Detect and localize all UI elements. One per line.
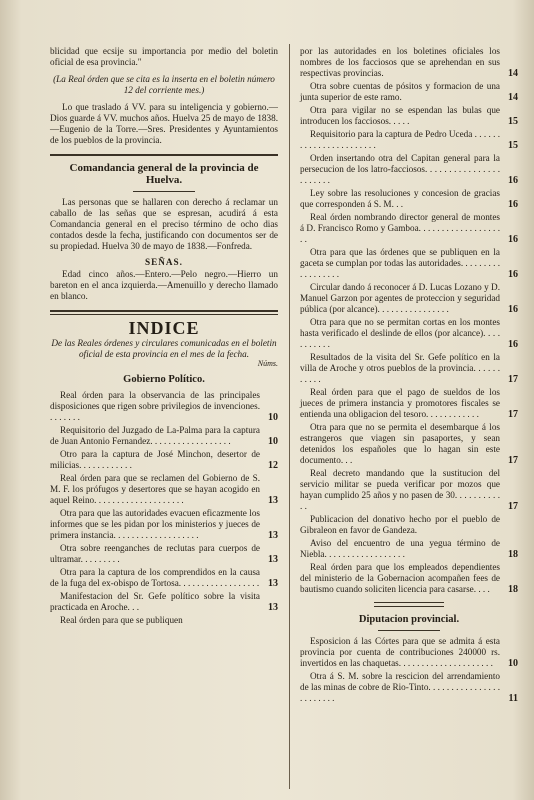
index-entry: Otra sobre reenganches de reclutas para cuerpos de ultramar. . . . . . . . . 13 [50, 543, 278, 565]
index-entry: Otra para que las órdenes que se publiquen en la gaceta se cumplan por todas las autoridades. . . . . . . . . . . . . . . . . . 16 [300, 247, 518, 280]
right-column [300, 46, 518, 706]
index-entry: Esposicion á las Córtes para que se admita á esta provincia por cuenta de contribuciones 240000 rs. invertidos en las chaquetas. . . . . . . . . . . . . . . . . . . . . 10 [300, 636, 518, 669]
index-entry: Ley sobre las resoluciones y concesion de gracias que corresponden á S. M. . . 16 [300, 188, 518, 210]
short-rule [378, 630, 440, 631]
index-entry: Real órden para que se publiquen [60, 615, 183, 625]
diputacion-title: Diputacion provincial. [358, 614, 460, 625]
index-entry: Circular dando á reconocer á D. Lucas Lozano y D. Manuel Garzon por agentes de proteccion y seguridad pública (por alcance). . . . . . . . . . . . . . . . 16 [300, 282, 518, 315]
index-entry: Otra para la captura de los comprendidos en la causa de la fuga del ex-obispo de Tortosa. . . . . . . . . . . . . . . . . . 13 [50, 567, 278, 589]
column-divider [289, 44, 290, 789]
senas-heading: SEÑAS. [145, 257, 183, 267]
senas-text: Edad cinco años.—Entero.—Pelo negro.—Hierro un bareton en el anca izquierda.—Amenuillo y derecho llamado en blanco. [50, 269, 278, 301]
note-italic: (La Real órden que se cita es la inserta en el boletin número 12 del corriente mes.) [53, 74, 275, 95]
gobierno-title: Gobierno Político. [123, 374, 205, 385]
traslado-text: Lo que traslado á VV. para su inteligencia y gobierno.—Dios guarde á VV. muchos años. Huelva 25 de mayo de 1838.—Eugenio de la Torre.—Sres. Presidentes y Ayuntamientos de los pueblos de la provincia. [50, 102, 278, 145]
section-rule [50, 154, 278, 156]
index-entry: Otra para que no se permitan cortas en los montes hasta verificado el deslinde de ellos (por alcance). . . . . . . . . . . 16 [300, 317, 518, 350]
index-entry: Real decreto mandando que la sustitucion del servicio militar se pueda verificar por mozos que hayan cumplido 25 años y no pasen de 30. . . . . . . . . . . . 17 [300, 468, 518, 512]
index-entry: Requisitorio del Juzgado de La-Palma para la captura de Juan Antonio Fernandez. . . . . . . . . . . . . . . . . . 10 [50, 425, 278, 447]
index-entry: Otra para vigilar no se espendan las bulas que introducen los facciosos. . . . . 15 [300, 105, 518, 127]
index-entry: Otro para la captura de José Minchon, desertor de milicias. . . . . . . . . . . . 12 [50, 449, 278, 471]
double-rule [50, 310, 278, 315]
index-entry: Real órden para que se reclamen del Gobierno de S. M. F. los prófugos y desertores que se hayan acogido en aquel Reino. . . . . . . . . . . . . . . . . . . . 13 [50, 473, 278, 506]
short-rule [133, 191, 195, 192]
index-entry: Real órden para que los empleados dependientes del ministerio de la Gobernacion acompañen fees de bautismo cuando soliciten licencia para casarse. . . . 18 [300, 562, 518, 595]
index-entry: Otra á S. M. sobre la rescicion del arrendamiento de las minas de cobre de Rio-Tinto. . . . . . . . . . . . . . . . . . . . . . . . 11 [300, 671, 518, 704]
comandancia-title: Comandancia general de la provincia de Huelva. [69, 162, 259, 186]
index-entry: Otra para que las autoridades evacuen eficazmente los informes que se les pidan por los ministerios y jueces de primera instancia. . . . . . . . . . . . . . . . . . . 13 [50, 508, 278, 541]
ornament-rule [374, 602, 444, 607]
left-column [50, 46, 278, 628]
index-entry: Requisitorio para la captura de Pedro Uceda . . . . . . . . . . . . . . . . . . . . . . . 15 [300, 129, 518, 151]
nums-label: Núms. [257, 359, 278, 368]
index-entry: Aviso del encuentro de una yegua término de Niebla. . . . . . . . . . . . . . . . . . 18 [300, 538, 518, 560]
index-entry: Real órden nombrando director general de montes á D. Francisco Romo y Gamboa. . . . . . . . . . . . . . . . . . . . 16 [300, 212, 518, 245]
intro-text: blicidad que ecsije su importancia por medio del boletin oficial de esa provincia." [50, 46, 278, 67]
indice-subtitle: De las Reales órdenes y circulares comunicadas en el boletin oficial de esta provincia en el mes de la fecha. [51, 338, 277, 359]
indice-title: INDICE [128, 318, 200, 338]
index-entry: Otra para que no se permita el desembarque á los estrangeros que viagen sin pasaportes, y sean detenidos los españoles que lo hagan sin este documento. . . 17 [300, 422, 518, 466]
index-entry: por las autoridades en los boletines oficiales los nombres de los facciosos que se aprehendan en sus respectivas provincias. 14 [300, 46, 518, 79]
index-entry: Real órden para la observancia de las principales disposiciones que rigen sobre privilegios de invenciones. . . . . . . . 10 [50, 390, 278, 423]
index-entry: Orden insertando otra del Capitan general para la persecucion de los latro-facciosos. . . . . . . . . . . . . . . . . . . . . . . 16 [300, 153, 518, 186]
index-entry: Manifestacion del Sr. Gefe político sobre la visita practicada en Aroche. . . 13 [50, 591, 278, 613]
index-entry: Otra sobre cuentas de pósitos y formacion de una junta superior de este ramo. 14 [300, 81, 518, 103]
index-entry: Publicacion del donativo hecho por el pueblo de Gibraleon en favor de Gandeza. [300, 514, 500, 535]
comandancia-text: Las personas que se hallaren con derecho á reclamar un caballo de las señas que se espresan, acudirá á esta Comandancia general en el preciso término de ocho dias contados desde la fecha, justificando con documentos ser de su propiedad. Huelva 30 de mayo de 1838.—Fonfreda. [50, 197, 278, 251]
index-entry: Resultados de la visita del Sr. Gefe político en la villa de Aroche y otros pueblos de la provincia. . . . . . . . . . . 17 [300, 352, 518, 385]
index-entry: Real órden para que el pago de sueldos de los jueces de primera instancia y promotores fiscales se entienda una obligacion del tesoro. . . . . . . . . . . . 17 [300, 387, 518, 420]
